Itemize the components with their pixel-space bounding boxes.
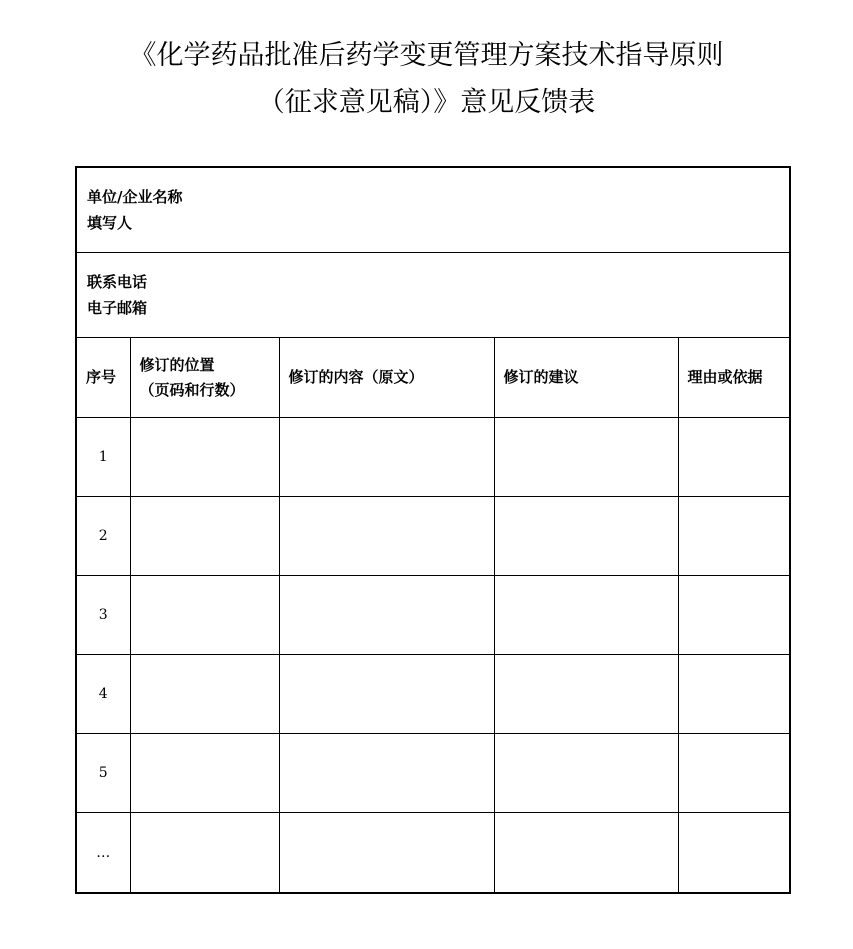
feedback-table — [75, 166, 791, 894]
suggestion-cell[interactable] — [494, 418, 678, 497]
content-cell[interactable] — [279, 418, 494, 497]
suggestion-cell[interactable] — [494, 813, 678, 894]
suggestion-cell[interactable] — [494, 655, 678, 734]
table-row — [76, 734, 790, 813]
contact-info-cell[interactable] — [76, 253, 790, 338]
reason-cell[interactable] — [678, 497, 790, 576]
suggestion-cell[interactable] — [494, 497, 678, 576]
location-cell[interactable] — [130, 655, 279, 734]
suggestion-cell[interactable] — [494, 734, 678, 813]
title-line-2: （征求意见稿）》意见反馈表 — [257, 87, 596, 118]
reason-cell[interactable] — [678, 576, 790, 655]
reason-cell[interactable] — [678, 813, 790, 894]
header-suggestion: 修订的建议 — [494, 338, 678, 418]
filler-label: 填写人 — [87, 214, 133, 232]
reason-cell[interactable] — [678, 734, 790, 813]
header-reason: 理由或依据 — [678, 338, 790, 418]
location-cell[interactable] — [130, 497, 279, 576]
location-cell[interactable] — [130, 576, 279, 655]
form-title — [0, 32, 853, 126]
header-location-line2: （页码和行数） — [139, 380, 245, 399]
row-number: 3 — [76, 576, 130, 655]
reason-cell[interactable] — [678, 655, 790, 734]
email-label: 电子邮箱 — [87, 299, 148, 317]
company-label: 单位/企业名称 — [87, 188, 183, 206]
header-seq: 序号 — [76, 338, 130, 418]
table-row — [76, 813, 790, 894]
table-row — [76, 576, 790, 655]
row-number-ellipsis: … — [76, 813, 130, 894]
header-location — [130, 338, 279, 418]
phone-label: 联系电话 — [87, 273, 148, 291]
row-number: 2 — [76, 497, 130, 576]
reason-cell[interactable] — [678, 418, 790, 497]
content-cell[interactable] — [279, 813, 494, 894]
content-cell[interactable] — [279, 576, 494, 655]
suggestion-cell[interactable] — [494, 576, 678, 655]
content-cell[interactable] — [279, 655, 494, 734]
contact-info-row — [76, 253, 790, 338]
table-header-row — [76, 338, 790, 418]
content-cell[interactable] — [279, 497, 494, 576]
company-info-cell[interactable] — [76, 167, 790, 253]
table-row — [76, 655, 790, 734]
header-content: 修订的内容（原文） — [279, 338, 494, 418]
table-row — [76, 418, 790, 497]
location-cell[interactable] — [130, 734, 279, 813]
table-row — [76, 497, 790, 576]
row-number: 1 — [76, 418, 130, 497]
location-cell[interactable] — [130, 813, 279, 894]
row-number: 5 — [76, 734, 130, 813]
company-info-row — [76, 167, 790, 253]
content-cell[interactable] — [279, 734, 494, 813]
row-number: 4 — [76, 655, 130, 734]
title-line-1: 《化学药品批准后药学变更管理方案技术指导原则 — [129, 40, 724, 71]
header-location-line1: 修订的位置 — [139, 355, 215, 374]
location-cell[interactable] — [130, 418, 279, 497]
